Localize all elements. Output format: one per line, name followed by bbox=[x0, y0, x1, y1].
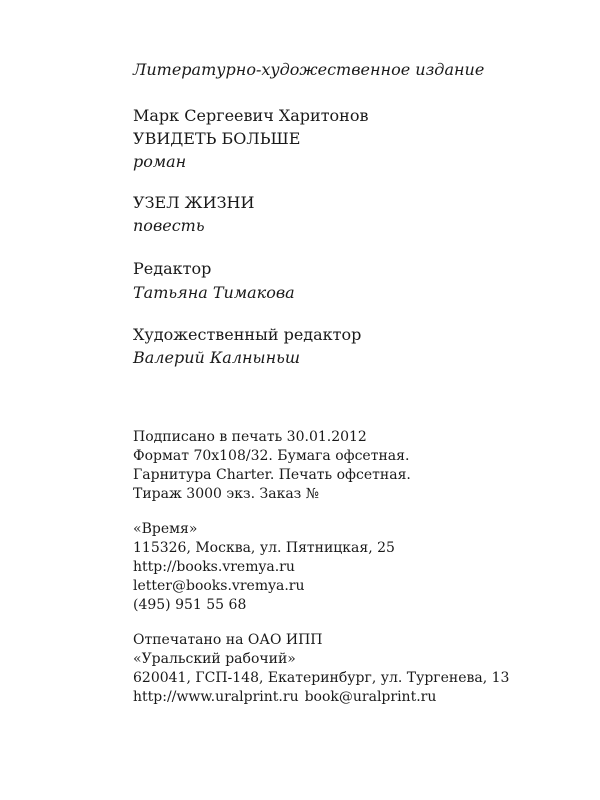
author-name: Марк Сергеевич Харитонов bbox=[133, 106, 369, 125]
editor-label: Редактор bbox=[133, 259, 212, 278]
work-title-1: УВИДЕТЬ БОЛЬШЕ bbox=[133, 129, 301, 148]
editor-name: Татьяна Тимакова bbox=[133, 283, 295, 302]
print-typeface: Гарнитура Charter. Печать офсетная. bbox=[133, 467, 411, 483]
printer-email: book@uralprint.ru bbox=[304, 689, 437, 705]
art-editor-name: Валерий Калныньш bbox=[133, 348, 300, 367]
publisher-address: 115326, Москва, ул. Пятницкая, 25 bbox=[133, 540, 395, 556]
work-genre-2: повесть bbox=[133, 216, 205, 235]
publisher-phone: (495) 951 55 68 bbox=[133, 597, 247, 613]
publisher-email: letter@books.vremya.ru bbox=[133, 578, 305, 594]
print-format: Формат 70x108/32. Бумага офсетная. bbox=[133, 448, 410, 464]
work-title-2: УЗЕЛ ЖИЗНИ bbox=[133, 193, 255, 212]
art-editor-label: Художественный редактор bbox=[133, 325, 362, 344]
work-genre-1: роман bbox=[133, 152, 187, 171]
printer-website: http://www.uralprint.ru bbox=[133, 689, 299, 705]
printer-address: 620041, ГСП-148, Екатеринбург, ул. Тургенева, 13 bbox=[133, 670, 510, 686]
edition-type: Литературно-художественное издание bbox=[133, 60, 485, 79]
publisher-website: http://books.vremya.ru bbox=[133, 559, 295, 575]
printer-printed-at: Отпечатано на ОАО ИПП bbox=[133, 632, 323, 648]
printer-name: «Уральский рабочий» bbox=[133, 651, 296, 667]
printer-contacts bbox=[133, 690, 436, 704]
print-signed: Подписано в печать 30.01.2012 bbox=[133, 429, 367, 445]
print-run: Тираж 3000 экз. Заказ № bbox=[133, 486, 320, 502]
publisher-name: «Время» bbox=[133, 521, 198, 537]
